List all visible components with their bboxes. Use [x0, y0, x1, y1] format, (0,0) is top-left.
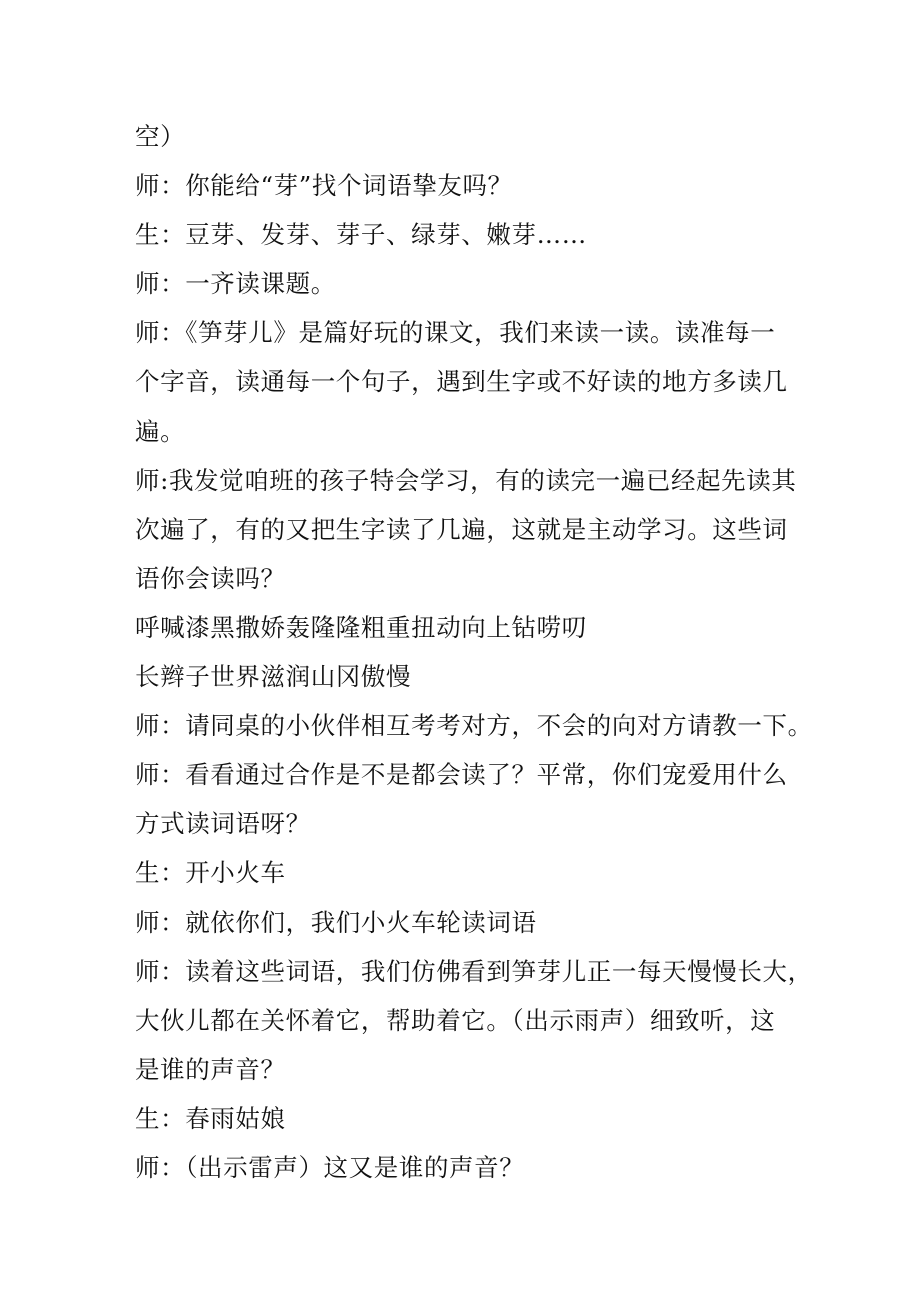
vocabulary-line: 长辫子世界滋润山冈傲慢: [135, 662, 412, 692]
text-line: 师：（出示雷声）这又是谁的声音？: [135, 1152, 525, 1182]
text-line: 师：读着这些词语，我们仿佛看到笋芽儿正一每天慢慢长大，: [135, 956, 813, 986]
text-line: 师：《笋芽儿》是篇好玩的课文，我们来读一读。读准每一: [135, 318, 776, 348]
text-line: 方式读词语呀？: [135, 809, 311, 839]
text-line: 师：你能给“芽”找个词语挚友吗？: [135, 171, 513, 201]
text-line: 次遍了，有的又把生字读了几遍，这就是主动学习。这些词: [135, 514, 788, 544]
document-body: [135, 112, 815, 1192]
text-line: 语你会读吗？: [135, 563, 286, 593]
text-line: 生：春雨姑娘: [135, 1103, 286, 1133]
text-line: 空）: [135, 122, 186, 151]
text-line: 生：豆芽、发芽、芽子、绿芽、嫩芽……: [135, 220, 587, 250]
text-line: 遍。: [135, 416, 186, 446]
text-line: 师：一齐读课题。: [135, 269, 336, 299]
text-line: 师:我发觉咱班的孩子特会学习，有的读完一遍已经起先读其: [135, 465, 797, 495]
text-line: 个字音，读通每一个句子，遇到生字或不好读的地方多读几: [135, 367, 788, 397]
text-line: 是谁的声音？: [135, 1054, 286, 1084]
text-line: 大伙儿都在关怀着它，帮助着它。（出示雨声）细致听，这: [135, 1005, 776, 1035]
vocabulary-line: 呼喊漆黑撒娇轰隆隆粗重扭动向上钻唠叨: [135, 612, 587, 642]
text-line: 生：开小火车: [135, 858, 286, 888]
text-line: 师：请同桌的小伙伴相互考考对方，不会的向对方请教一下。: [135, 711, 813, 741]
text-line: 师：就依你们，我们小火车轮读词语: [135, 907, 537, 937]
text-line: 师：看看通过合作是不是都会读了？平常，你们宠爱用什么: [135, 760, 788, 790]
